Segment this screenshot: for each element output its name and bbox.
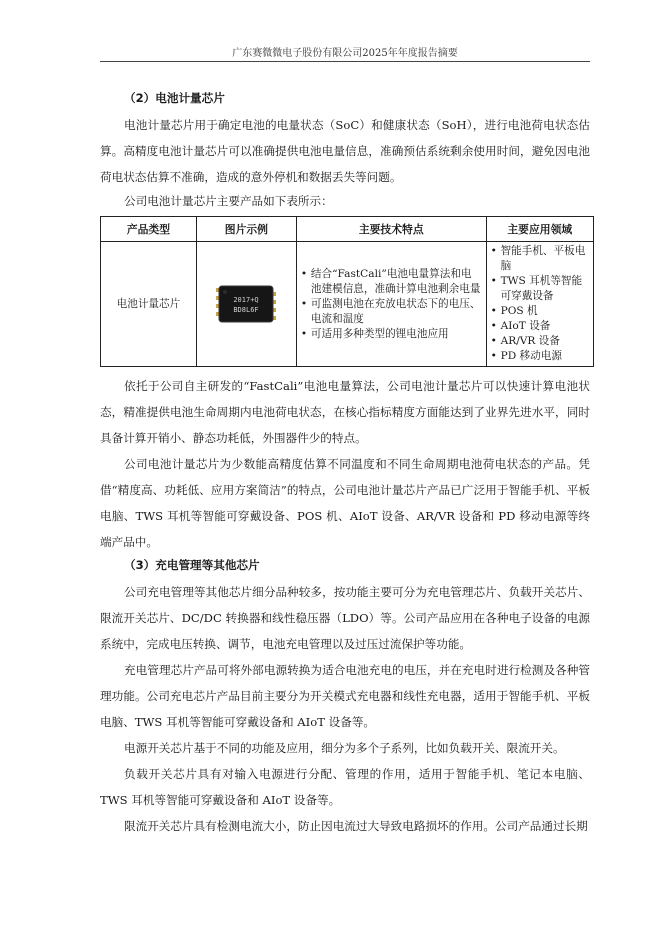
list-item: • TWS 耳机等智能可穿戴设备 <box>491 274 589 304</box>
paragraph: 电池计量芯片用于确定电池的电量状态（SoC）和健康状态（SoH），进行电池荷电状态估算。高精度电池计量芯片可以准确提供电池电量信息，准确预估系统剩余使用时间，避免因电池荷电状态估算不准确，造成的意外停机和数据丢失等问题。 <box>100 118 590 184</box>
list-item: • 结合“FastCali”电池电量算法和电池建模信息，准确计算电池剩余电量 <box>301 267 482 297</box>
applications-cell <box>486 242 593 367</box>
table-row <box>101 242 594 367</box>
header-divider <box>100 61 590 62</box>
list-item: • 智能手机、平板电脑 <box>491 244 589 274</box>
paragraph: 公司充电管理等其他芯片细分品种较多，按功能主要可分为充电管理芯片、负载开关芯片、限流开关芯片、DC/DC 转换器和线性稳压器（LDO）等。公司产品应用在各种电子设备的电源系统中，完成电压转换、调节，电池充电管理以及过压过流保护等功能。 <box>100 585 590 651</box>
product-table <box>100 216 594 367</box>
table-header-cell: 图片示例 <box>196 217 296 242</box>
chip-image <box>215 284 277 324</box>
table-header-cell: 产品类型 <box>101 217 197 242</box>
table-header-row <box>101 217 594 242</box>
page-header: 广东赛微微电子股份有限公司2025年年度报告摘要 <box>232 48 458 59</box>
chip-marking-line1: 2017+Q <box>233 296 260 304</box>
features-cell <box>296 242 486 367</box>
table-header-cell: 主要应用领域 <box>486 217 593 242</box>
paragraph: 限流开关芯片具有检测电流大小，防止因电流过大导致电路损坏的作用。公司产品通过长期 <box>124 819 588 833</box>
table-intro: 公司电池计量芯片主要产品如下表所示： <box>124 194 333 208</box>
image-example-cell <box>196 242 296 367</box>
paragraph: 负载开关芯片具有对输入电源进行分配、管理的作用，适用于智能手机、笔记本电脑、TWS 耳机等智能可穿戴设备和 AIoT 设备等。 <box>100 767 590 807</box>
list-item: • 可监测电池在充放电状态下的电压、电流和温度 <box>301 297 482 327</box>
features-list <box>301 267 482 342</box>
chip-marking-line2: BD8L6F <box>233 306 260 314</box>
list-item: • 可适用多种类型的锂电池应用 <box>301 327 482 342</box>
section-heading-charging: （3）充电管理等其他芯片 <box>124 558 260 572</box>
list-item: • AIoT 设备 <box>491 319 589 334</box>
paragraph: 依托于公司自主研发的“FastCali”电池电量算法，公司电池计量芯片可以快速计算电池状态，精准提供电池生命周期内电池荷电状态，在核心指标精度方面能达到了业界先进水平，同时具备计算开销小、静态功耗低，外围器件少的特点。 <box>100 379 590 445</box>
paragraph: 电源开关芯片基于不同的功能及应用，细分为多个子系列，比如负载开关、限流开关。 <box>124 741 565 755</box>
list-item: • AR/VR 设备 <box>491 334 589 349</box>
page-content <box>100 90 590 839</box>
paragraph: 公司电池计量芯片为少数能高精度估算不同温度和不同生命周期电池荷电状态的产品。凭借“精度高、功耗低、应用方案简洁”的特点，公司电池计量芯片产品已广泛用于智能手机、平板电脑、TWS 耳机等智能可穿戴设备、POS 机、AIoT 设备、AR/VR 设备和 PD 移动电源等终端产品中。 <box>100 457 590 549</box>
applications-list <box>491 244 589 364</box>
list-item: • POS 机 <box>491 304 589 319</box>
paragraph: 充电管理芯片产品可将外部电源转换为适合电池充电的电压，并在充电时进行检测及各种管理功能。公司充电芯片产品目前主要分为开关模式充电器和线性充电器，适用于智能手机、平板电脑、TWS 耳机等智能可穿戴设备和 AIoT 设备等。 <box>100 663 590 729</box>
section-heading-battery-gauge: （2）电池计量芯片 <box>124 91 225 105</box>
product-type-cell: 电池计量芯片 <box>101 242 197 367</box>
list-item: • PD 移动电源 <box>491 349 589 364</box>
table-header-cell: 主要技术特点 <box>296 217 486 242</box>
